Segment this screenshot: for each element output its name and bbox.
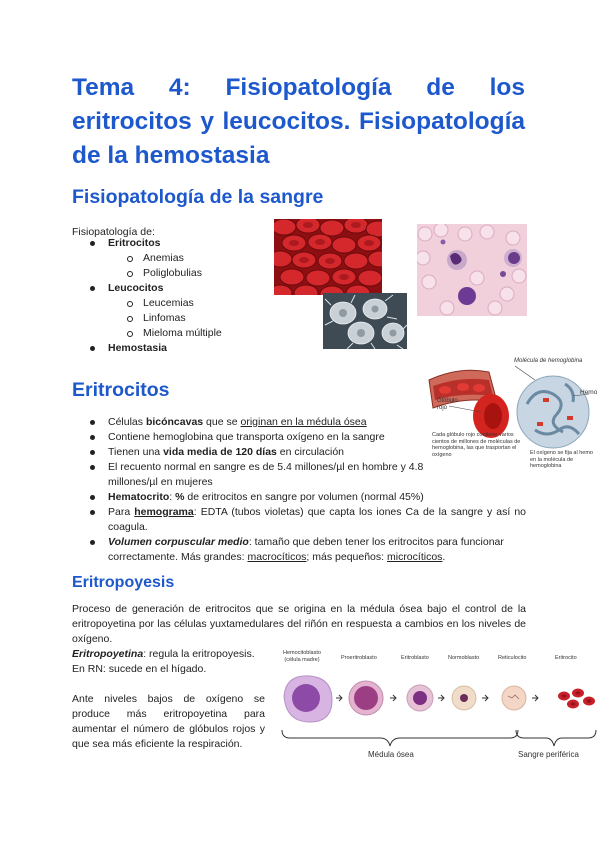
list-item-anemias: Anemias: [143, 252, 184, 264]
intro-text: Fisiopatología de:: [72, 226, 155, 238]
text-fragment-bold: vida media de 120 días: [163, 446, 277, 458]
stage-label-eritroblasto: Eritroblasto: [401, 655, 429, 661]
sangre-label: Sangre periférica: [518, 750, 579, 759]
sub-bullet: [127, 271, 133, 277]
text-fragment: .: [442, 551, 446, 563]
bullet-hematocrito: [108, 490, 528, 505]
page-title: Tema 4: Fisiopatología de los eritrocitos y leucocitos. Fisiopatología de la hemostasia: [72, 74, 525, 169]
list-item-eritrocitos: Eritrocitos: [108, 237, 161, 249]
erythropoiesis-diagram: [280, 650, 600, 760]
bullet: [90, 510, 95, 515]
hemo-label: Hemo: [580, 389, 598, 396]
sub-bullet: [127, 316, 133, 322]
list-item-leucemias: Leucemias: [143, 297, 194, 309]
bullet: [90, 450, 95, 455]
stage-label-normoblasto: Normoblasto: [448, 655, 480, 661]
list-item-linfomas: Linfomas: [143, 312, 186, 324]
bullet: [90, 346, 95, 351]
globulo-label: [437, 398, 458, 412]
stage-label-hemocitoblasto: [280, 650, 324, 663]
text-fragment: : regula la eritropoyesis.: [143, 648, 255, 660]
bullet-recuento: El recuento normal en sangre es de 5.4 millones/µl en hombre y 4.8 millones/µl en mujeres: [108, 461, 424, 488]
text-fragment-bold-italic: Eritropoyetina: [72, 648, 144, 660]
hemo-caption-left: Cada glóbulo rojo contiene varios cientos de millones de moléculas de hemoglobina, las que trasportan el oxígeno: [432, 432, 521, 458]
text-fragment-underline: originan en la médula ósea: [240, 416, 367, 428]
bullet: [90, 241, 95, 246]
erythropoiesis-cells: [280, 666, 600, 760]
bullet: [90, 540, 95, 545]
globulo-label-line1: Glóbulo: [437, 398, 458, 404]
text-fragment-bold-underline: hemograma: [134, 506, 194, 518]
text-fragment: : EDTA (tubos violetas) que capta los iones Ca de la sangre y así no coagula.: [108, 506, 526, 533]
bullet: [90, 495, 95, 500]
section-heading-eritropoyesis: Eritropoyesis: [72, 574, 175, 591]
list-item-leucocitos: Leucocitos: [108, 282, 164, 294]
text-fragment: que se: [203, 416, 241, 428]
sub-bullet: [127, 301, 133, 307]
red-blood-cells-image: [274, 219, 382, 295]
eritropoyesis-paragraph: Proceso de generación de eritrocitos que se origina en la médula ósea bajo el control de la eritropoyetina por las células yuxtamedulares del riñón en respuesta a cambios en los niveles de oxígeno.: [72, 603, 526, 645]
medula-label: Médula ósea: [368, 750, 414, 759]
text-fragment-bold-italic: Volumen corpuscular medio: [108, 536, 249, 548]
text-fragment-bold: Hematocrito: [108, 491, 170, 503]
stage-label-proeritroblasto: Proeritroblasto: [341, 655, 377, 661]
text-fragment: Para: [108, 506, 135, 518]
stage-label-line2: (célula madre): [284, 656, 320, 663]
text-fragment: Tienen una: [108, 446, 164, 458]
globulo-label-line2: rojo: [437, 405, 448, 411]
sub-bullet: [127, 331, 133, 337]
molecule-label: Molécula de hemoglobina: [514, 358, 583, 364]
hemo-caption-right: El oxígeno se fija al hemo en la molécula de hemoglobina: [530, 450, 593, 469]
eritropoyesis-paragraph-2: Ante niveles bajos de oxígeno se produce más eritropoyetina para aumentar el número de glóbulos rojos y que sea más eficiente la respiración.: [72, 693, 265, 750]
bullet: [90, 435, 95, 440]
platelets-image: [323, 293, 407, 349]
text-fragment: : tamaño que deben tener los eritrocitos para funcionar correctamente. Más grandes:: [108, 536, 504, 563]
sub-bullet: [127, 256, 133, 262]
list-item-poliglobulias: Poliglobulias: [143, 267, 202, 279]
text-fragment: en circulación: [276, 446, 345, 458]
text-fragment: Células: [108, 416, 146, 428]
text-fragment: ; más pequeños:: [306, 551, 387, 563]
text-fragment: de eritrocitos en sangre por volumen (normal 45%): [184, 491, 424, 503]
list-item-mieloma: Mieloma múltiple: [143, 327, 222, 339]
bullet-bicóncavas: [108, 415, 528, 430]
section-heading-sangre: Fisiopatología de la sangre: [72, 186, 324, 208]
bullet-hemograma: [108, 505, 526, 535]
text-fragment-underline: macrocíticos: [247, 551, 307, 563]
text-fragment-bold: %: [175, 491, 185, 503]
rn-line: En RN: sucede en el hígado.: [72, 663, 207, 675]
text-fragment-bold: bicóncavas: [145, 416, 204, 428]
bullet-vcm: [108, 535, 526, 565]
stage-label-line1: Hemocitoblasto: [283, 650, 321, 656]
bullet: [90, 286, 95, 291]
text-fragment: :: [169, 491, 176, 503]
list-item-hemostasia: Hemostasia: [108, 342, 167, 354]
bullet: [90, 465, 95, 470]
bullet-vida-media: [108, 445, 528, 460]
text-fragment-underline: microcíticos: [386, 551, 443, 563]
stage-label-eritrocito: Eritrocito: [555, 655, 577, 661]
section-heading-eritrocitos: Eritrocitos: [72, 379, 170, 401]
bullet-hemoglobina: Contiene hemoglobina que transporta oxígeno en la sangre: [108, 431, 385, 443]
stage-label-reticulocito: Reticulocito: [498, 655, 527, 661]
leukocytes-smear-image: [417, 224, 527, 316]
epo-line: [72, 647, 272, 662]
bullet: [90, 420, 95, 425]
